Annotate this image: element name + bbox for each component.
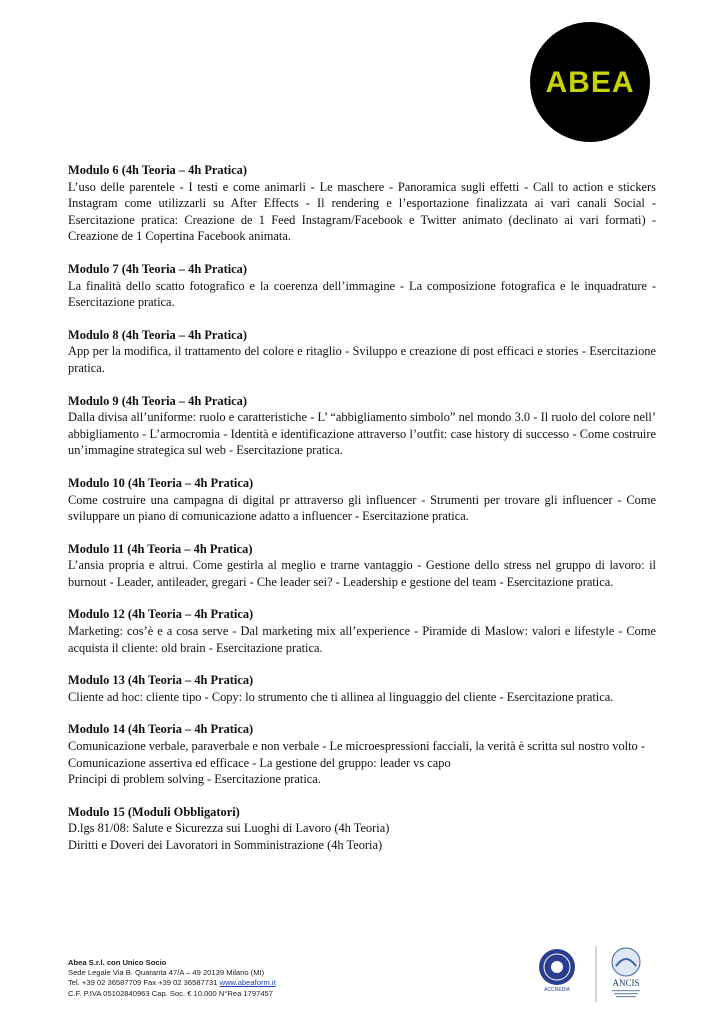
svg-text:ABEA: ABEA (545, 66, 635, 99)
module-text-line: Principi di problem solving - Esercitazione pratica. (68, 772, 321, 787)
module-section (68, 672, 656, 705)
accredia-seal-icon (537, 947, 577, 993)
module-text-line: Comunicazione verbale, paraverbale e non verbale - Le microespressioni facciali, la verità è scritta sul nostro volto - Comunicazione assertiva ed efficace - La gestione del gruppo: leader vs capo (68, 739, 645, 770)
module-description (68, 343, 656, 376)
module-text-line: L’uso delle parentele - I testi e come animarli - Le maschere - Panoramica sugli effetti - Call to action e stickers Instagram come utilizzarli su After Effects - Il rendering e l’esportazione finalizzata ai vari canali Social - Esercitazione pratica: Creazione de 1 Feed Instagram/Facebook e Twitter animato (declinato ai vari formati) - Creazione de 1 Copertina Facebook animata. (68, 179, 656, 244)
svg-text:ACCREDIA: ACCREDIA (544, 987, 570, 993)
module-text-line: La finalità dello scatto fotografico e la coerenza dell’immagine - La composizione fotografica e le inquadrature - Esercitazione pratica. (68, 278, 656, 310)
footer-phone: Tel. +39 02 36587709 Fax +39 02 36587731 www.abeaform.it (68, 978, 276, 988)
module-title: Modulo 12 (4h Teoria – 4h Pratica) (68, 607, 254, 622)
module-title: Modulo 13 (4h Teoria – 4h Pratica) (68, 673, 254, 688)
module-title: Modulo 10 (4h Teoria – 4h Pratica) (68, 475, 254, 490)
module-section (68, 162, 656, 245)
module-title: Modulo 8 (4h Teoria – 4h Pratica) (68, 327, 247, 342)
footer-fiscal: C.F. P.IVA 05102840963 Cap. Soc. € 10.000 N°Rea 1797457 (68, 988, 273, 998)
module-description (68, 492, 656, 525)
footer-address: Sede Legale Via B. Quaranta 47/A – 49 20139 Milano (MI) (68, 968, 265, 978)
module-section (68, 261, 656, 311)
module-title: Modulo 11 (4h Teoria – 4h Pratica) (68, 541, 253, 556)
module-text-line: Come costruire una campagna di digital pr attraverso gli influencer - Strumenti per trovare gli influencer - Come sviluppare un piano di comunicazione adatto a influencer - Esercitazione pratica. (68, 492, 656, 524)
module-text-line: L’ansia propria e altrui. Come gestirla al meglio e trarne vantaggio - Gestione dello stress nel gruppo di lavoro: il burnout - Leader, antileader, gregari - Che leader sei? - Leadership e gestione del team - Esercitazione pratica. (68, 558, 656, 589)
module-section (68, 804, 656, 854)
module-text-line: Dalla divisa all’uniforme: ruolo e caratteristiche - L’ “abbigliamento simbolo” nel mondo 3.0 - Il ruolo del colore nell’ abbigliamento - L’armocromia - Identità e identificazione attraverso l’outfit: case history di successo - Come costruire un’immagine strategica sul web - Esercitazione pratica. (68, 410, 656, 458)
module-text-line: Cliente ad hoc: cliente tipo - Copy: lo strumento che ti allinea al linguaggio del cliente - Esercitazione pratica. (68, 689, 614, 704)
module-text-line: Marketing: cos’è e a cosa serve - Dal marketing mix all’experience - Piramide di Maslow: valori e lifestyle - Come acquista il cliente: old brain - Esercitazione pratica. (68, 624, 656, 655)
module-description (68, 409, 656, 459)
modules-content (68, 162, 656, 870)
footer (68, 958, 488, 999)
module-description (68, 557, 656, 590)
module-section (68, 393, 656, 459)
module-title: Modulo 14 (4h Teoria – 4h Pratica) (68, 722, 254, 737)
module-text-line: App per la modifica, il trattamento del colore e ritaglio - Sviluppo e creazione di post efficaci e stories - Esercitazione pratica. (68, 344, 656, 375)
module-text-line: Diritti e Doveri dei Lavoratori in Somministrazione (4h Teoria) (68, 838, 383, 852)
module-title: Modulo 9 (4h Teoria – 4h Pratica) (68, 393, 247, 408)
module-section (68, 606, 656, 656)
module-description (68, 689, 656, 706)
module-description (68, 820, 656, 853)
ancis-certification-icon (594, 944, 656, 1004)
svg-text:ANCIS: ANCIS (612, 978, 640, 988)
module-title: Modulo 15 (Moduli Obbligatori) (68, 804, 240, 819)
module-description (68, 623, 656, 656)
website-link[interactable]: www.abeaform.it (219, 978, 276, 988)
module-description (68, 278, 656, 311)
abea-logo (530, 22, 650, 142)
module-section (68, 475, 656, 525)
module-text-line: D.lgs 81/08: Salute e Sicurezza sui Luoghi di Lavoro (4h Teoria) (68, 821, 390, 836)
footer-company: Abea S.r.l. con Unico Socio (68, 958, 167, 967)
module-description (68, 179, 656, 245)
module-title: Modulo 7 (4h Teoria – 4h Pratica) (68, 261, 247, 276)
module-section (68, 327, 656, 377)
module-title: Modulo 6 (4h Teoria – 4h Pratica) (68, 163, 247, 177)
module-section (68, 721, 656, 787)
module-description (68, 738, 656, 788)
module-section (68, 541, 656, 591)
